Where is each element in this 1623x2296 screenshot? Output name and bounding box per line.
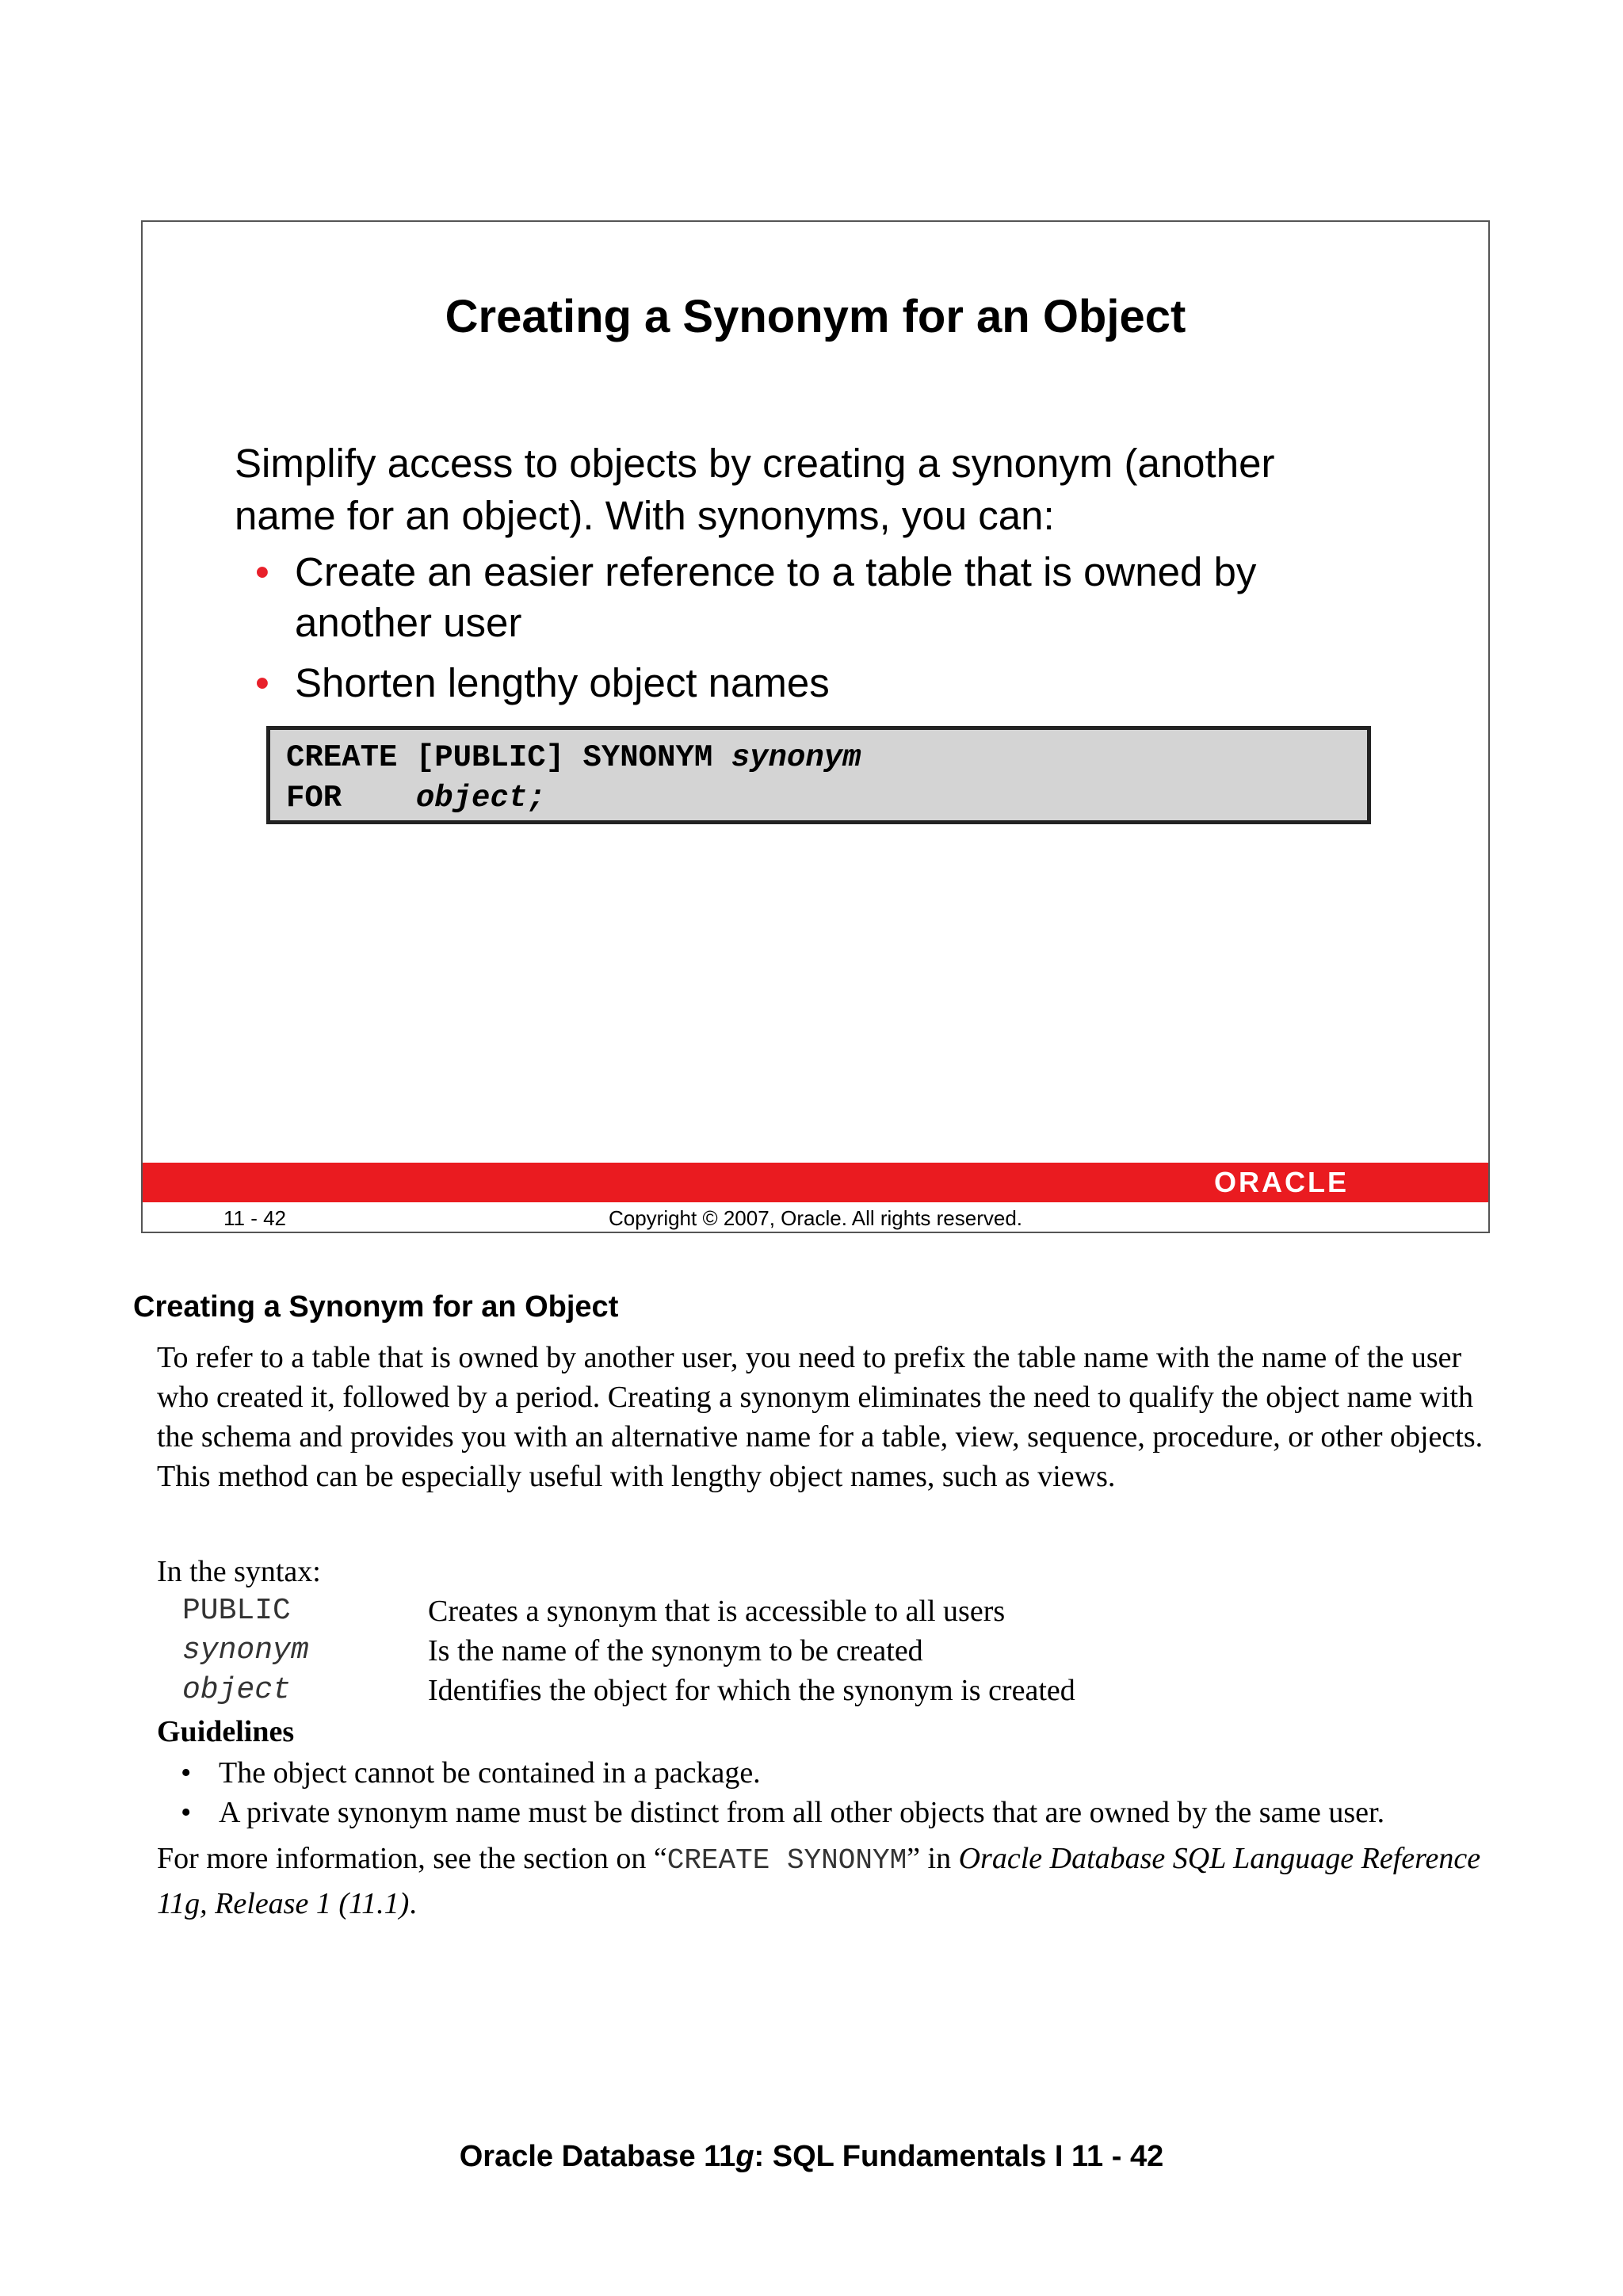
- guidelines-list: [157, 1753, 1384, 1832]
- notes-heading: Creating a Synonym for an Object: [133, 1290, 619, 1324]
- slide-bullet-text: Create an easier reference to a table that is owned by: [295, 549, 1257, 594]
- bullet-dot: •: [181, 1796, 192, 1829]
- code-line: [286, 738, 1351, 778]
- more-info-paragraph: [157, 1837, 1520, 1925]
- footer-text-italic: g: [735, 2140, 754, 2173]
- code-param: object;: [415, 781, 546, 816]
- bullet-dot: •: [181, 1756, 192, 1790]
- footer-text: Oracle Database 11: [459, 2140, 736, 2173]
- slide-footer: [143, 1204, 1488, 1232]
- guidelines-heading: Guidelines: [157, 1715, 295, 1748]
- slide-bullet-text: Shorten lengthy object names: [295, 660, 830, 705]
- page-footer: [0, 2140, 1623, 2174]
- bullet-dot: •: [255, 660, 269, 705]
- footer-text: : SQL Fundamentals I 11 - 42: [754, 2140, 1164, 2173]
- syntax-intro: In the syntax:: [157, 1555, 321, 1588]
- guideline-item: [157, 1793, 1384, 1832]
- more-info-reference: Oracle Database SQL Language Reference 11g, Release 1 (11.1): [157, 1842, 1481, 1920]
- copyright-text: Copyright © 2007, Oracle. All rights reserved.: [608, 1206, 1023, 1230]
- slide-number: 11 - 42: [223, 1206, 287, 1230]
- more-info-suffix: .: [409, 1887, 417, 1920]
- guideline-text: The object cannot be contained in a package.: [219, 1756, 761, 1790]
- slide-bullet-text: another user: [295, 600, 522, 645]
- slide-bullet: [246, 658, 1355, 709]
- slide-bullet: [246, 547, 1355, 648]
- slide-intro-line: Simplify access to objects by creating a synonym (another: [235, 441, 1275, 486]
- syntax-description: Identifies the object for which the synonym is created: [428, 1674, 1075, 1707]
- slide-title: Creating a Synonym for an Object: [445, 291, 1186, 342]
- syntax-term: synonym: [182, 1633, 309, 1668]
- more-info-command: CREATE SYNONYM: [666, 1844, 907, 1877]
- notes-paragraph: To refer to a table that is owned by another user, you need to prefix the table name with the name of the user who created it, followed by a period. Creating a synonym eliminates the need to qualify the object name with the schema and provides you with an alternative name for a table, view, sequence, procedure, or other objects. This method can be especially useful with lengthy object names, such as views.: [157, 1341, 1484, 1493]
- syntax-term: PUBLIC: [182, 1594, 291, 1628]
- guideline-text: A private synonym name must be distinct from all other objects that are owned by the same user.: [219, 1796, 1385, 1829]
- guideline-item: [157, 1753, 1384, 1793]
- syntax-description: Creates a synonym that is accessible to all users: [428, 1595, 1006, 1628]
- code-line: [286, 778, 1351, 819]
- slide-frame: [141, 220, 1490, 1233]
- code-keywords: CREATE [PUBLIC] SYNONYM: [286, 740, 731, 775]
- bullet-dot: •: [255, 549, 269, 594]
- code-param: synonym: [731, 740, 861, 775]
- more-info-prefix: For more information, see the section on “: [157, 1842, 667, 1875]
- more-info-middle: ” in: [907, 1842, 959, 1875]
- oracle-logo: ORACLE: [1214, 1166, 1349, 1198]
- slide-intro: [235, 437, 1360, 542]
- syntax-code-box: [266, 726, 1371, 824]
- code-keywords: FOR: [286, 781, 416, 816]
- syntax-term: object: [182, 1673, 291, 1707]
- slide-intro-line: name for an object). With synonyms, you can:: [235, 493, 1055, 538]
- syntax-description: Is the name of the synonym to be created: [428, 1634, 923, 1668]
- slide-bullet-list: [246, 547, 1355, 718]
